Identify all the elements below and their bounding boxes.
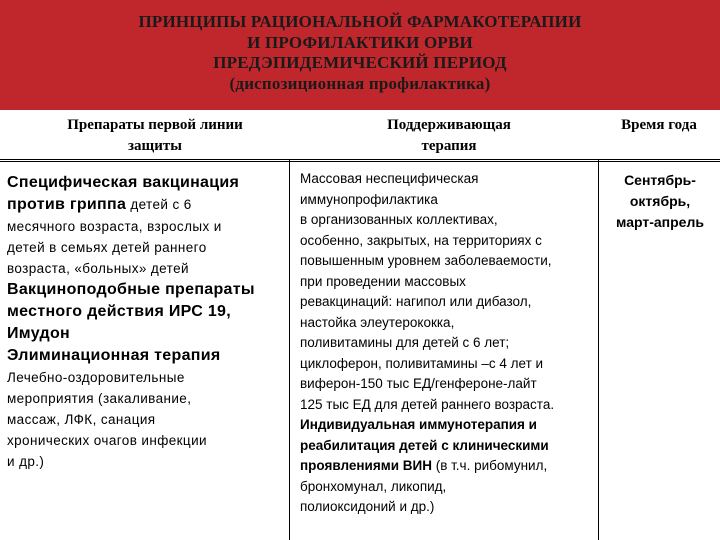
col2-line: виферон-150 тыс ЕД/генфероне-лайт: [300, 376, 537, 391]
table-header-divider-2: [0, 161, 720, 162]
col3-line: март-апрель: [616, 214, 704, 230]
col2-line: Массовая неспецифическая: [300, 171, 479, 186]
table-column-divider-2: [598, 159, 599, 540]
col2-line: [300, 456, 596, 477]
col2-line: при проведении массовых: [300, 273, 466, 289]
header-col-season: [598, 115, 720, 136]
col2-line: бронхомунал, ликопид,: [300, 478, 447, 494]
col1-line: Вакциноподобные препараты: [7, 281, 255, 298]
col1-line: массаж, ЛФК, санация: [7, 412, 156, 427]
col2-line: полиоксидоний и др.): [300, 499, 435, 514]
supporting-therapy-cell: [300, 169, 596, 518]
header-col1-line1: Препараты первой линии: [67, 117, 243, 133]
header-col2-line2: терапия: [421, 138, 477, 154]
col2-line: Индивидуальная иммунотерапия и: [300, 417, 537, 432]
col2-line15-bold: проявлениями ВИН: [300, 458, 432, 473]
col3-line: Сентябрь-: [624, 172, 696, 188]
col1-line: детей в семьях детей раннего: [7, 240, 207, 255]
col1-line2-bold: против гриппа: [7, 196, 127, 213]
col2-line: поливитамины для детей с 6 лет;: [300, 335, 510, 350]
col2-line: иммунопрофилактика: [300, 191, 438, 207]
col1-line: Специфическая вакцинация: [7, 174, 240, 191]
title-line-3: ПРЕДЭПИДЕМИЧЕСКИЙ ПЕРИОД: [213, 53, 507, 72]
col2-line15-rest: (в т.ч. рибомунил,: [431, 458, 548, 473]
title-line-4: (диспозиционная профилактика): [229, 73, 491, 93]
header-col1-line2: защиты: [128, 138, 182, 154]
col1-line: местного действия ИРС 19,: [7, 303, 231, 320]
col2-line: настойка элеутерококка,: [300, 314, 455, 330]
first-line-cell: [7, 172, 287, 472]
col1-line: и др.): [7, 454, 45, 469]
col2-line: циклоферон, поливитамины –с 4 лет и: [300, 355, 544, 371]
header-col-first-line: [10, 115, 300, 157]
header-col2-line1: Поддерживающая: [387, 117, 511, 133]
col2-line: реабилитация детей с клиническими: [300, 437, 549, 453]
season-cell: [600, 170, 720, 233]
col2-line: в организованных коллективах,: [300, 212, 498, 227]
page-title: [20, 12, 700, 94]
header-col-supporting: [300, 115, 598, 157]
col1-line: Элиминационная терапия: [7, 347, 221, 364]
col2-line: ревакцинаций: нагипол или дибазол,: [300, 294, 532, 309]
title-line-2: И ПРОФИЛАКТИКИ ОРВИ: [247, 32, 473, 52]
col1-line: мероприятия (закаливание,: [7, 391, 192, 406]
col1-line2-rest: детей с 6: [126, 197, 192, 212]
col1-line: возраста, «больных» детей: [7, 261, 189, 276]
col2-line: особенно, закрытых, на территориях с: [300, 232, 542, 248]
title-line-1: ПРИНЦИПЫ РАЦИОНАЛЬНОЙ ФАРМАКОТЕРАПИИ: [138, 12, 582, 31]
col3-line: октябрь,: [629, 193, 691, 209]
header-col3: Время года: [621, 117, 697, 133]
col1-line: хронических очагов инфекции: [7, 433, 207, 448]
col2-line: повышенным уровнем заболеваемости,: [300, 253, 552, 268]
col1-line: Лечебно-оздоровительные: [7, 370, 185, 385]
table-column-divider-1: [289, 159, 290, 540]
col1-line: Имудон: [7, 325, 71, 342]
col2-line: 125 тыс ЕД для детей раннего возраста.: [300, 396, 555, 412]
col1-line: месячного возраста, взрослых и: [7, 219, 222, 234]
col1-line: [7, 194, 287, 216]
table-header-divider: [0, 159, 720, 160]
